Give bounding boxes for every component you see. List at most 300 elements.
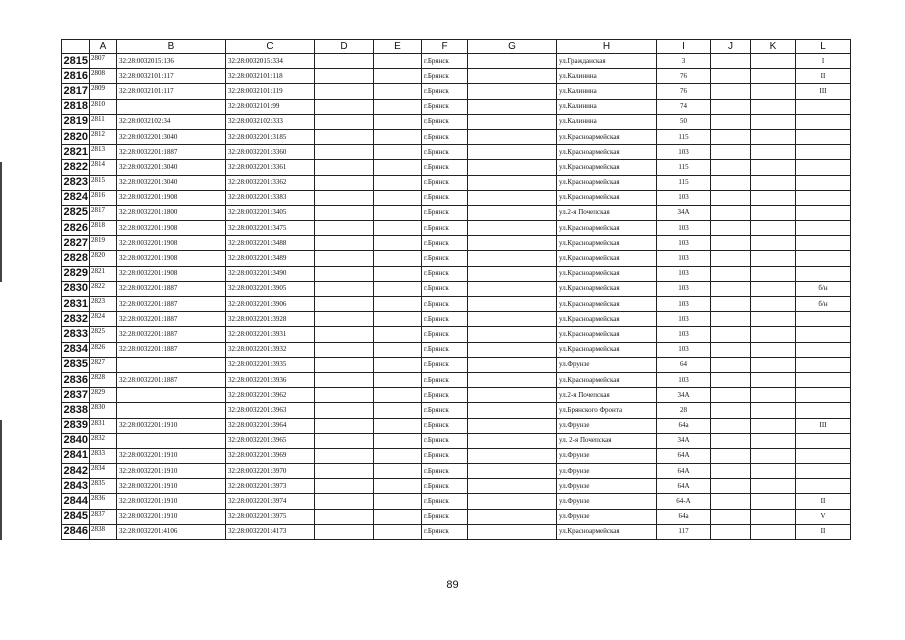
cell-l[interactable] [796, 388, 851, 403]
cell-k[interactable] [751, 205, 796, 220]
cell-b[interactable]: 32:28:0032201:1887 [117, 145, 226, 160]
cell-h[interactable]: ул.Красноармейская [557, 266, 657, 281]
cell-l[interactable] [796, 160, 851, 175]
cell-a[interactable]: 2825 [90, 327, 117, 342]
row-number[interactable]: 2831 [62, 297, 90, 312]
cell-d[interactable] [315, 99, 374, 114]
cell-f[interactable]: г.Брянск [422, 145, 468, 160]
cell-h[interactable]: ул.Красноармейская [557, 297, 657, 312]
cell-i[interactable]: 115 [657, 175, 711, 190]
cell-j[interactable] [711, 418, 751, 433]
cell-b[interactable]: 32:28:0032201:1887 [117, 312, 226, 327]
cell-d[interactable] [315, 297, 374, 312]
cell-g[interactable] [468, 99, 557, 114]
cell-i[interactable]: 103 [657, 221, 711, 236]
cell-l[interactable] [796, 251, 851, 266]
cell-e[interactable] [374, 448, 422, 463]
cell-b[interactable] [117, 357, 226, 372]
row-number[interactable]: 2827 [62, 236, 90, 251]
cell-k[interactable] [751, 266, 796, 281]
cell-i[interactable]: 103 [657, 281, 711, 296]
cell-j[interactable] [711, 403, 751, 418]
cell-c[interactable]: 32:28:0032201:3362 [226, 175, 315, 190]
cell-j[interactable] [711, 388, 751, 403]
row-number[interactable]: 2838 [62, 403, 90, 418]
cell-e[interactable] [374, 327, 422, 342]
cell-c[interactable]: 32:28:0032201:3489 [226, 251, 315, 266]
cell-e[interactable] [374, 281, 422, 296]
cell-i[interactable]: 64а [657, 509, 711, 524]
column-header-a[interactable]: A [90, 40, 117, 54]
cell-a[interactable]: 2836 [90, 494, 117, 509]
cell-b[interactable]: 32:28:0032201:1910 [117, 494, 226, 509]
cell-j[interactable] [711, 433, 751, 448]
cell-f[interactable]: г.Брянск [422, 403, 468, 418]
cell-c[interactable]: 32:28:0032201:3488 [226, 236, 315, 251]
cell-j[interactable] [711, 464, 751, 479]
row-number[interactable]: 2823 [62, 175, 90, 190]
cell-i[interactable]: 74 [657, 99, 711, 114]
cell-j[interactable] [711, 509, 751, 524]
cell-i[interactable]: 117 [657, 524, 711, 539]
cell-d[interactable] [315, 327, 374, 342]
cell-c[interactable]: 32:28:0032201:3936 [226, 372, 315, 387]
cell-l[interactable] [796, 357, 851, 372]
cell-f[interactable]: г.Брянск [422, 266, 468, 281]
row-number[interactable]: 2843 [62, 479, 90, 494]
cell-l[interactable] [796, 221, 851, 236]
cell-j[interactable] [711, 129, 751, 144]
cell-d[interactable] [315, 433, 374, 448]
cell-i[interactable]: 103 [657, 190, 711, 205]
cell-c[interactable]: 32:28:0032201:3928 [226, 312, 315, 327]
cell-k[interactable] [751, 281, 796, 296]
cell-f[interactable]: г.Брянск [422, 418, 468, 433]
cell-g[interactable] [468, 433, 557, 448]
cell-h[interactable]: ул.Красноармейская [557, 129, 657, 144]
cell-e[interactable] [374, 357, 422, 372]
cell-j[interactable] [711, 145, 751, 160]
cell-k[interactable] [751, 357, 796, 372]
cell-b[interactable]: 32:28:0032101:117 [117, 69, 226, 84]
cell-h[interactable]: ул.Гражданская [557, 54, 657, 69]
cell-b[interactable]: 32:28:0032201:1908 [117, 221, 226, 236]
cell-c[interactable]: 32:28:0032201:3970 [226, 464, 315, 479]
cell-i[interactable]: 28 [657, 403, 711, 418]
cell-j[interactable] [711, 236, 751, 251]
cell-k[interactable] [751, 175, 796, 190]
cell-f[interactable]: г.Брянск [422, 479, 468, 494]
cell-k[interactable] [751, 403, 796, 418]
cell-i[interactable]: 103 [657, 236, 711, 251]
cell-g[interactable] [468, 357, 557, 372]
cell-c[interactable]: 32:28:0032201:3969 [226, 448, 315, 463]
cell-g[interactable] [468, 129, 557, 144]
row-number[interactable]: 2818 [62, 99, 90, 114]
cell-g[interactable] [468, 464, 557, 479]
cell-i[interactable]: 3 [657, 54, 711, 69]
cell-h[interactable]: ул.Фрунзе [557, 464, 657, 479]
cell-g[interactable] [468, 175, 557, 190]
column-header-j[interactable]: J [711, 40, 751, 54]
cell-i[interactable]: 103 [657, 297, 711, 312]
cell-i[interactable]: 34А [657, 388, 711, 403]
cell-f[interactable]: г.Брянск [422, 114, 468, 129]
cell-k[interactable] [751, 494, 796, 509]
cell-f[interactable]: г.Брянск [422, 175, 468, 190]
cell-f[interactable]: г.Брянск [422, 312, 468, 327]
cell-l[interactable]: III [796, 84, 851, 99]
row-number[interactable]: 2835 [62, 357, 90, 372]
cell-d[interactable] [315, 479, 374, 494]
cell-b[interactable]: 32:28:0032201:1910 [117, 464, 226, 479]
cell-h[interactable]: ул. 2-я Почепская [557, 433, 657, 448]
cell-j[interactable] [711, 297, 751, 312]
row-number[interactable]: 2832 [62, 312, 90, 327]
column-header-d[interactable]: D [315, 40, 374, 54]
cell-k[interactable] [751, 509, 796, 524]
cell-f[interactable]: г.Брянск [422, 205, 468, 220]
cell-i[interactable]: 103 [657, 312, 711, 327]
cell-e[interactable] [374, 494, 422, 509]
cell-l[interactable] [796, 403, 851, 418]
cell-l[interactable] [796, 327, 851, 342]
cell-c[interactable]: 32:28:0032201:3974 [226, 494, 315, 509]
cell-j[interactable] [711, 54, 751, 69]
cell-g[interactable] [468, 221, 557, 236]
row-number[interactable]: 2845 [62, 509, 90, 524]
cell-g[interactable] [468, 54, 557, 69]
row-number[interactable]: 2839 [62, 418, 90, 433]
cell-g[interactable] [468, 281, 557, 296]
cell-d[interactable] [315, 175, 374, 190]
cell-f[interactable]: г.Брянск [422, 281, 468, 296]
cell-a[interactable]: 2820 [90, 251, 117, 266]
cell-i[interactable]: 64-А [657, 494, 711, 509]
cell-k[interactable] [751, 129, 796, 144]
row-number[interactable]: 2837 [62, 388, 90, 403]
cell-j[interactable] [711, 479, 751, 494]
cell-h[interactable]: ул.Красноармейская [557, 160, 657, 175]
cell-h[interactable]: ул.Фрунзе [557, 494, 657, 509]
cell-g[interactable] [468, 372, 557, 387]
cell-e[interactable] [374, 479, 422, 494]
cell-d[interactable] [315, 281, 374, 296]
cell-a[interactable]: 2824 [90, 312, 117, 327]
cell-k[interactable] [751, 251, 796, 266]
cell-b[interactable]: 32:28:0032201:3040 [117, 129, 226, 144]
cell-g[interactable] [468, 403, 557, 418]
cell-l[interactable] [796, 175, 851, 190]
cell-j[interactable] [711, 221, 751, 236]
row-number[interactable]: 2846 [62, 524, 90, 539]
cell-h[interactable]: ул.Красноармейская [557, 145, 657, 160]
cell-e[interactable] [374, 342, 422, 357]
cell-e[interactable] [374, 54, 422, 69]
cell-d[interactable] [315, 129, 374, 144]
cell-b[interactable]: 32:28:0032201:1908 [117, 190, 226, 205]
cell-d[interactable] [315, 190, 374, 205]
cell-i[interactable]: 76 [657, 84, 711, 99]
cell-a[interactable]: 2830 [90, 403, 117, 418]
cell-k[interactable] [751, 524, 796, 539]
cell-d[interactable] [315, 418, 374, 433]
cell-a[interactable]: 2832 [90, 433, 117, 448]
cell-c[interactable]: 32:28:0032101:119 [226, 84, 315, 99]
cell-f[interactable]: г.Брянск [422, 342, 468, 357]
row-number[interactable]: 2834 [62, 342, 90, 357]
cell-i[interactable]: 115 [657, 160, 711, 175]
cell-l[interactable] [796, 433, 851, 448]
cell-a[interactable]: 2811 [90, 114, 117, 129]
cell-e[interactable] [374, 69, 422, 84]
cell-l[interactable]: II [796, 69, 851, 84]
cell-a[interactable]: 2819 [90, 236, 117, 251]
cell-j[interactable] [711, 99, 751, 114]
cell-b[interactable] [117, 403, 226, 418]
cell-g[interactable] [468, 266, 557, 281]
cell-l[interactable] [796, 99, 851, 114]
cell-j[interactable] [711, 327, 751, 342]
cell-b[interactable]: 32:28:0032201:3040 [117, 160, 226, 175]
cell-e[interactable] [374, 403, 422, 418]
cell-a[interactable]: 2813 [90, 145, 117, 160]
cell-k[interactable] [751, 418, 796, 433]
cell-d[interactable] [315, 221, 374, 236]
cell-j[interactable] [711, 205, 751, 220]
cell-h[interactable]: ул.Красноармейская [557, 221, 657, 236]
column-header-g[interactable]: G [468, 40, 557, 54]
cell-d[interactable] [315, 236, 374, 251]
cell-b[interactable]: 32:28:0032201:1910 [117, 418, 226, 433]
cell-d[interactable] [315, 54, 374, 69]
cell-e[interactable] [374, 221, 422, 236]
cell-j[interactable] [711, 190, 751, 205]
cell-i[interactable]: 103 [657, 342, 711, 357]
cell-c[interactable]: 32:28:0032201:3405 [226, 205, 315, 220]
cell-e[interactable] [374, 175, 422, 190]
cell-g[interactable] [468, 69, 557, 84]
cell-h[interactable]: ул.Красноармейская [557, 190, 657, 205]
cell-d[interactable] [315, 388, 374, 403]
cell-l[interactable] [796, 312, 851, 327]
cell-f[interactable]: г.Брянск [422, 372, 468, 387]
cell-c[interactable]: 32:28:0032201:3383 [226, 190, 315, 205]
cell-f[interactable]: г.Брянск [422, 129, 468, 144]
cell-c[interactable]: 32:28:0032102:333 [226, 114, 315, 129]
cell-b[interactable]: 32:28:0032201:4106 [117, 524, 226, 539]
cell-a[interactable]: 2831 [90, 418, 117, 433]
cell-l[interactable] [796, 464, 851, 479]
cell-c[interactable]: 32:28:0032201:3906 [226, 297, 315, 312]
cell-e[interactable] [374, 312, 422, 327]
cell-b[interactable] [117, 433, 226, 448]
corner-cell[interactable] [62, 40, 90, 54]
cell-c[interactable]: 32:28:0032201:3475 [226, 221, 315, 236]
cell-h[interactable]: ул.Фрунзе [557, 448, 657, 463]
cell-f[interactable]: г.Брянск [422, 297, 468, 312]
cell-j[interactable] [711, 524, 751, 539]
cell-j[interactable] [711, 357, 751, 372]
cell-k[interactable] [751, 54, 796, 69]
cell-e[interactable] [374, 433, 422, 448]
cell-l[interactable]: V [796, 509, 851, 524]
cell-f[interactable]: г.Брянск [422, 54, 468, 69]
cell-k[interactable] [751, 448, 796, 463]
cell-k[interactable] [751, 433, 796, 448]
cell-b[interactable]: 32:28:0032201:1887 [117, 281, 226, 296]
cell-g[interactable] [468, 342, 557, 357]
cell-b[interactable]: 32:28:0032201:1800 [117, 205, 226, 220]
cell-f[interactable]: г.Брянск [422, 464, 468, 479]
cell-f[interactable]: г.Брянск [422, 433, 468, 448]
cell-f[interactable]: г.Брянск [422, 448, 468, 463]
cell-g[interactable] [468, 160, 557, 175]
cell-c[interactable]: 32:28:0032201:4173 [226, 524, 315, 539]
cell-f[interactable]: г.Брянск [422, 388, 468, 403]
cell-l[interactable] [796, 266, 851, 281]
cell-e[interactable] [374, 190, 422, 205]
cell-k[interactable] [751, 388, 796, 403]
cell-i[interactable]: 64 [657, 357, 711, 372]
cell-h[interactable]: ул.Красноармейская [557, 327, 657, 342]
cell-d[interactable] [315, 160, 374, 175]
cell-a[interactable]: 2814 [90, 160, 117, 175]
cell-i[interactable]: 115 [657, 129, 711, 144]
cell-j[interactable] [711, 175, 751, 190]
column-header-i[interactable]: I [657, 40, 711, 54]
cell-c[interactable]: 32:28:0032201:3905 [226, 281, 315, 296]
cell-h[interactable]: ул.Калинина [557, 114, 657, 129]
cell-l[interactable]: II [796, 524, 851, 539]
cell-h[interactable]: ул.Калинина [557, 69, 657, 84]
cell-j[interactable] [711, 312, 751, 327]
cell-c[interactable]: 32:28:0032201:3185 [226, 129, 315, 144]
cell-l[interactable]: б/н [796, 281, 851, 296]
cell-f[interactable]: г.Брянск [422, 524, 468, 539]
cell-l[interactable] [796, 372, 851, 387]
cell-k[interactable] [751, 160, 796, 175]
row-number[interactable]: 2842 [62, 464, 90, 479]
cell-a[interactable]: 2827 [90, 357, 117, 372]
row-number[interactable]: 2841 [62, 448, 90, 463]
cell-l[interactable]: II [796, 494, 851, 509]
cell-e[interactable] [374, 160, 422, 175]
cell-h[interactable]: ул.Красноармейская [557, 524, 657, 539]
cell-i[interactable]: 103 [657, 327, 711, 342]
cell-j[interactable] [711, 114, 751, 129]
cell-a[interactable]: 2837 [90, 509, 117, 524]
cell-c[interactable]: 32:28:0032201:3973 [226, 479, 315, 494]
cell-i[interactable]: 103 [657, 372, 711, 387]
cell-h[interactable]: ул.Красноармейская [557, 372, 657, 387]
cell-j[interactable] [711, 251, 751, 266]
cell-f[interactable]: г.Брянск [422, 190, 468, 205]
column-header-e[interactable]: E [374, 40, 422, 54]
cell-c[interactable]: 32:28:0032201:3975 [226, 509, 315, 524]
cell-b[interactable]: 32:28:0032201:3040 [117, 175, 226, 190]
cell-b[interactable]: 32:28:0032101:117 [117, 84, 226, 99]
cell-h[interactable]: ул.Красноармейская [557, 251, 657, 266]
cell-i[interactable]: 64А [657, 464, 711, 479]
cell-g[interactable] [468, 448, 557, 463]
cell-g[interactable] [468, 297, 557, 312]
cell-a[interactable]: 2817 [90, 205, 117, 220]
cell-l[interactable]: III [796, 418, 851, 433]
column-header-f[interactable]: F [422, 40, 468, 54]
cell-h[interactable]: ул.2-я Почепская [557, 205, 657, 220]
cell-c[interactable]: 32:28:0032201:3931 [226, 327, 315, 342]
cell-a[interactable]: 2835 [90, 479, 117, 494]
cell-h[interactable]: ул.Фрунзе [557, 418, 657, 433]
cell-h[interactable]: ул.Красноармейская [557, 236, 657, 251]
cell-h[interactable]: ул.2-я Почепская [557, 388, 657, 403]
row-number[interactable]: 2817 [62, 84, 90, 99]
cell-c[interactable]: 32:28:0032201:3935 [226, 357, 315, 372]
row-number[interactable]: 2830 [62, 281, 90, 296]
cell-i[interactable]: 64а [657, 418, 711, 433]
cell-j[interactable] [711, 494, 751, 509]
cell-b[interactable]: 32:28:0032201:1887 [117, 342, 226, 357]
row-number[interactable]: 2822 [62, 160, 90, 175]
cell-d[interactable] [315, 69, 374, 84]
cell-d[interactable] [315, 266, 374, 281]
cell-e[interactable] [374, 236, 422, 251]
cell-d[interactable] [315, 312, 374, 327]
cell-k[interactable] [751, 312, 796, 327]
cell-d[interactable] [315, 357, 374, 372]
cell-a[interactable]: 2812 [90, 129, 117, 144]
cell-b[interactable] [117, 99, 226, 114]
cell-f[interactable]: г.Брянск [422, 357, 468, 372]
cell-b[interactable]: 32:28:0032102:34 [117, 114, 226, 129]
cell-c[interactable]: 32:28:0032201:3360 [226, 145, 315, 160]
column-header-c[interactable]: C [226, 40, 315, 54]
cell-g[interactable] [468, 494, 557, 509]
cell-d[interactable] [315, 464, 374, 479]
row-number[interactable]: 2829 [62, 266, 90, 281]
cell-l[interactable] [796, 342, 851, 357]
cell-g[interactable] [468, 251, 557, 266]
cell-j[interactable] [711, 69, 751, 84]
row-number[interactable]: 2840 [62, 433, 90, 448]
cell-b[interactable]: 32:28:0032201:1887 [117, 372, 226, 387]
cell-g[interactable] [468, 205, 557, 220]
cell-b[interactable]: 32:28:0032201:1910 [117, 479, 226, 494]
cell-c[interactable]: 32:28:0032201:3361 [226, 160, 315, 175]
cell-c[interactable]: 32:28:0032201:3963 [226, 403, 315, 418]
row-number[interactable]: 2815 [62, 54, 90, 69]
cell-a[interactable]: 2809 [90, 84, 117, 99]
cell-k[interactable] [751, 342, 796, 357]
cell-k[interactable] [751, 464, 796, 479]
cell-e[interactable] [374, 205, 422, 220]
cell-f[interactable]: г.Брянск [422, 327, 468, 342]
cell-l[interactable] [796, 190, 851, 205]
cell-d[interactable] [315, 342, 374, 357]
cell-d[interactable] [315, 114, 374, 129]
cell-g[interactable] [468, 327, 557, 342]
cell-j[interactable] [711, 342, 751, 357]
row-number[interactable]: 2833 [62, 327, 90, 342]
cell-i[interactable]: 103 [657, 145, 711, 160]
cell-c[interactable]: 32:28:0032101:118 [226, 69, 315, 84]
cell-d[interactable] [315, 524, 374, 539]
cell-a[interactable]: 2808 [90, 69, 117, 84]
cell-g[interactable] [468, 84, 557, 99]
cell-a[interactable]: 2822 [90, 281, 117, 296]
cell-e[interactable] [374, 388, 422, 403]
